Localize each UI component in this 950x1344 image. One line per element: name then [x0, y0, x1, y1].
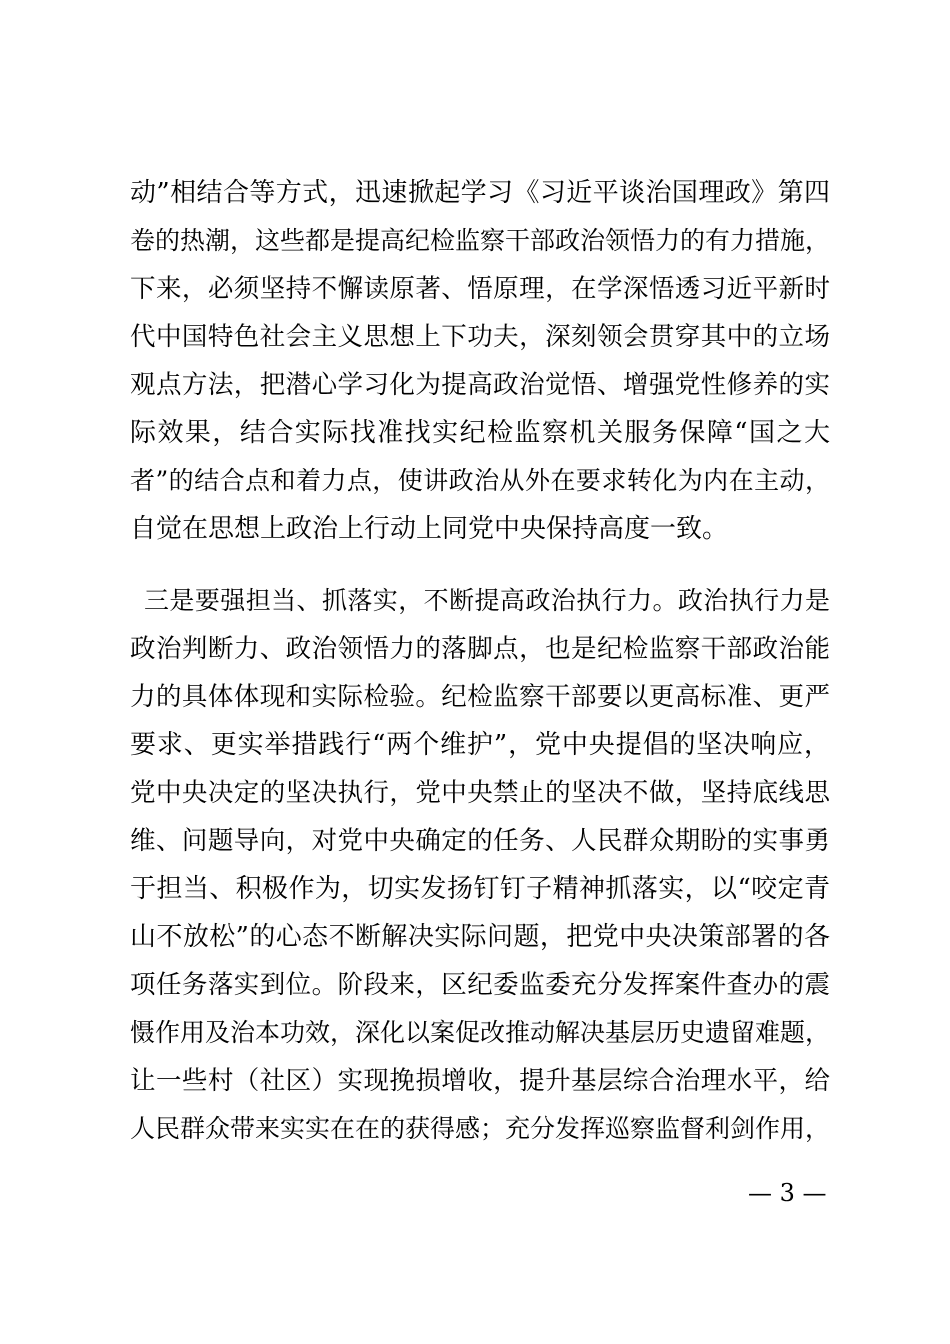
paragraph-2-line-10: 慑作用及治本功效，深化以案促改推动解决基层历史遗留难题，	[130, 1018, 831, 1047]
paragraph-1-line-5: 观点方法，把潜心学习化为提高政治觉悟、增强党性修养的实	[130, 370, 830, 400]
paragraph-2-line-9: 项任务落实到位。阶段来，区纪委监委充分发挥案件查办的震	[130, 970, 830, 1000]
paragraph-1-line-4: 代中国特色社会主义思想上下功夫，深刻领会贯穿其中的立场	[130, 322, 830, 352]
paragraph-2-line-6: 维、问题导向，对党中央确定的任务、人民群众期盼的实事勇	[130, 826, 830, 856]
paragraph-2-line-11: 让一些村（社区）实现挽损增收，提升基层综合治理水平，给	[130, 1066, 830, 1096]
paragraph-1-line-3: 下来，必须坚持不懈读原著、悟原理，在学深悟透习近平新时	[130, 274, 830, 304]
paragraph-2-line-12: 人民群众带来实实在在的获得感；充分发挥巡察监督利剑作用，	[130, 1114, 831, 1143]
paragraph-2-line-4: 要求、更实举措践行“两个维护”，党中央提倡的坚决响应，	[130, 730, 830, 760]
paragraph-2-line-8: 山不放松”的心态不断解决实际问题，把党中央决策部署的各	[130, 922, 830, 952]
paragraph-2-line-2: 政治判断力、政治领悟力的落脚点，也是纪检监察干部政治能	[130, 634, 830, 664]
paragraph-1-line-7: 者”的结合点和着力点，使讲政治从外在要求转化为内在主动，	[130, 466, 830, 495]
paragraph-1-line-6: 际效果，结合实际找准找实纪检监察机关服务保障“国之大	[130, 418, 830, 448]
paragraph-2-line-3: 力的具体体现和实际检验。纪检监察干部要以更高标准、更严	[130, 682, 830, 712]
paragraph-1-line-1: 动”相结合等方式，迅速掀起学习《习近平谈治国理政》第四	[130, 178, 830, 208]
paragraph-2-line-1: 三是要强担当、抓落实，不断提高政治执行力。政治执行力是	[144, 586, 830, 615]
paragraph-2-line-7: 于担当、积极作为，切实发扬钉钉子精神抓落实，以“咬定青	[130, 874, 830, 904]
paragraph-1-line-8: 自觉在思想上政治上行动上同党中央保持高度一致。	[130, 514, 729, 544]
page-number: — 3 —	[748, 1179, 827, 1207]
paragraph-1-line-2: 卷的热潮，这些都是提高纪检监察干部政治领悟力的有力措施，	[130, 226, 831, 255]
paragraph-2-line-5: 党中央决定的坚决执行，党中央禁止的坚决不做，坚持底线思	[130, 778, 830, 808]
